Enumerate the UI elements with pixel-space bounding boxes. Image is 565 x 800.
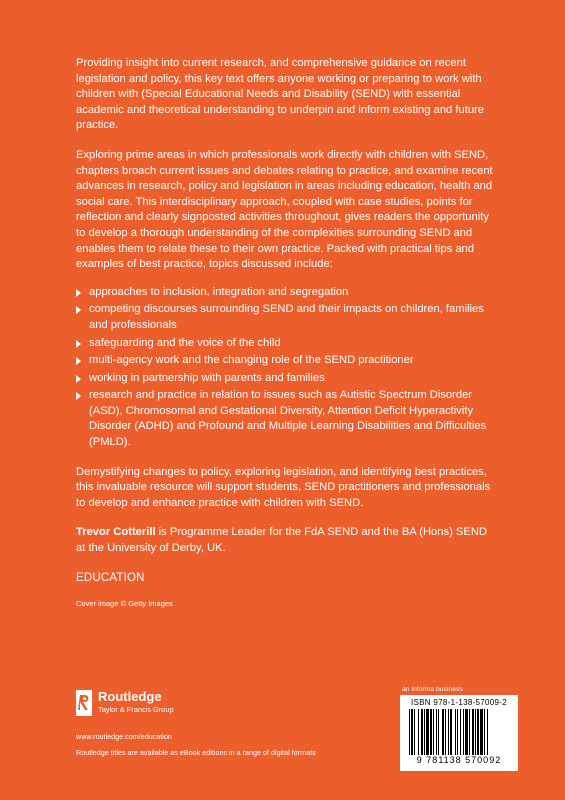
bullet-icon	[76, 375, 81, 383]
topic-text: safeguarding and the voice of the child	[89, 336, 281, 349]
topic-text: approaches to inclusion, integration and segregation	[89, 285, 349, 298]
cover-image-credit: Cover image © Getty Images	[76, 599, 173, 609]
bullet-icon	[76, 357, 81, 365]
topic-text: multi-agency work and the changing role of the SEND practitioner	[89, 354, 414, 367]
list-item	[76, 285, 496, 301]
list-item	[76, 302, 496, 333]
back-cover-blurb	[76, 56, 496, 612]
closing-paragraph: Demystifying changes to policy, exploring legislation, and identifying best practices, this invaluable resource will support students, SEND practitioners and professionals to develop and enhance practice with children with SEND.	[76, 465, 491, 509]
topic-text: working in partnership with parents and families	[89, 371, 325, 384]
bullet-icon	[76, 340, 81, 348]
ebook-note: Routledge titles are available as eBook editions in a range of digital formats	[76, 748, 316, 757]
bullet-icon	[76, 392, 81, 400]
barcode-icon	[407, 709, 511, 755]
intro-paragraph: Providing insight into current research, and comprehensive guidance on recent legislation and policy, this key text offers anyone working or preparing to work with children with (Special Educational Needs and Disability (SEND) with essential academic and theoretical understanding to underpin and inform existing and future practice.	[76, 57, 484, 132]
isbn-text: ISBN 978-1-138-57009-2	[411, 698, 507, 707]
topics-list	[76, 285, 496, 451]
publisher-logo	[76, 690, 174, 716]
subject-category: EDUCATION	[76, 571, 145, 584]
list-item	[76, 353, 496, 369]
isbn-barcode	[400, 695, 518, 771]
topic-text: competing discourses surrounding SEND and their impacts on children, families and professionals	[89, 303, 484, 331]
bullet-icon	[76, 306, 81, 314]
bullet-icon	[76, 289, 81, 297]
barcode-digits: 9 781138 570092	[416, 755, 502, 765]
author-name: Trevor Cotterill	[76, 526, 156, 539]
informa-business-note: an informa business	[402, 686, 463, 693]
publisher-tagline: Taylor & Francis Group	[98, 705, 174, 714]
author-bio-text: is Programme Leader for the FdA SEND and the BA (Hons) SEND at the University of Derby, UK.	[76, 526, 487, 555]
list-item	[76, 388, 496, 450]
list-item	[76, 371, 496, 387]
publisher-url: www.routledge.com/education	[76, 732, 172, 741]
routledge-logo-icon	[76, 690, 92, 716]
list-item	[76, 336, 496, 352]
description-paragraph: Exploring prime areas in which professionals work directly with children with SEND, chapters broach current issues and debates relating to practice, and examine recent advances in research, policy and legislation in areas including education, health and social care. This interdisciplinary approach, coupled with case studies, points for reflection and clearly signposted activities throughout, gives readers the opportunity to develop a thorough understanding of the complexities surrounding SEND and enables them to relate these to their own practice. Packed with practical tips and examples of best practice, topics discussed include:	[76, 148, 493, 271]
author-bio	[76, 525, 496, 556]
topic-text: research and practice in relation to issues such as Autistic Spectrum Disorder (ASD), Chromosomal and Gestational Diversity, Attention Deficit Hyperactivity Disorder (ADHD) and Profound and Multiple Learning Disabilities and Difficulties (PMLD).	[89, 389, 487, 449]
publisher-name: Routledge	[98, 689, 162, 704]
